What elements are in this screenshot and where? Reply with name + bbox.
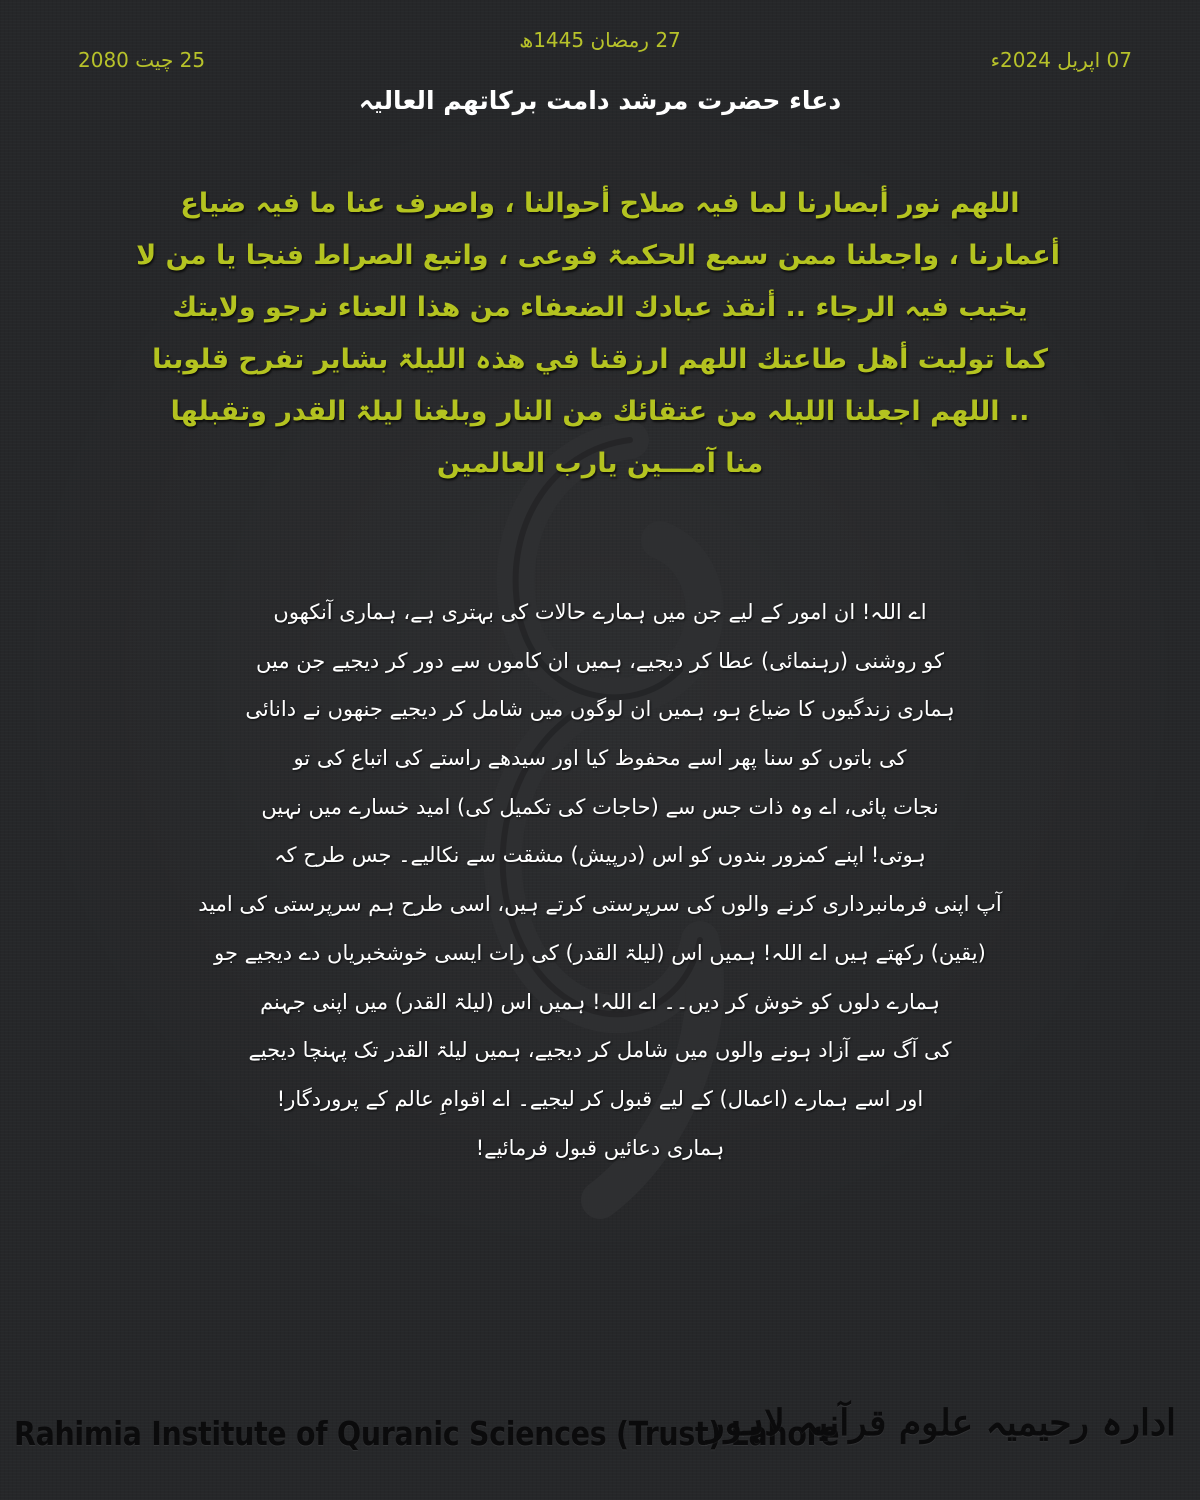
arabic-line: أعمارنا ، واجعلنا ممن سمع الحکمۃ فوعی ، واتبع الصراط فنجا یا من لا bbox=[136, 240, 1060, 271]
urdu-line: آپ اپنی فرمانبرداری کرنے والوں کی سرپرستی کرتے ہیں، اسی طرح ہم سرپرستی کی امید bbox=[198, 892, 1002, 917]
urdu-line: (یقین) رکھتے ہیں اے اللہ! ہمیں اس (لیلۃ القدر) کی رات ایسی خوشخبریاں دے دیجیے جو bbox=[214, 940, 986, 965]
arabic-dua bbox=[136, 178, 1060, 490]
urdu-line: ہوتی! اپنے کمزور بندوں کو اس (درپیش) مشقت سے نکالیے۔ جس طرح کہ bbox=[274, 843, 926, 868]
urdu-line: کو روشنی (رہنمائی) عطا کر دیجیے، ہمیں ان کاموں سے دور کر دیجیے جن میں bbox=[256, 648, 944, 673]
urdu-line: کی باتوں کو سنا پھر اسے محفوظ کیا اور سیدھے راستے کی اتباع کی تو bbox=[293, 746, 907, 771]
arabic-line: .. اللھم اجعلنا اللیلہ من عتقائك من النار وبلغنا لیلۃ القدر وتقبلھا bbox=[170, 396, 1030, 427]
urdu-translation bbox=[170, 588, 1030, 1172]
arabic-line: اللھم نور أبصارنا لما فیہ صلاح أحوالنا ، واصرف عنا ما فیہ ضیاع bbox=[180, 188, 1020, 219]
urdu-line: نجات پائی، اے وہ ذات جس سے (حاجات کی تکمیل کی) امید خسارے میں نہیں bbox=[261, 794, 939, 819]
urdu-line: کی آگ سے آزاد ہونے والوں میں شامل کر دیجیے، ہمیں لیلۃ القدر تک پہنچا دیجیے bbox=[248, 1038, 952, 1063]
urdu-line: اے اللہ! ان امور کے لیے جن میں ہمارے حالات کی بہتری ہے، ہماری آنکھوں bbox=[273, 600, 927, 624]
urdu-line: اور اسے ہمارے (اعمال) کے لیے قبول کر لیجیے۔ اے اقوامِ عالم کے پروردگار! bbox=[276, 1086, 924, 1111]
urdu-line: ہماری زندگیوں کا ضیاع ہو، ہمیں ان لوگوں میں شامل کر دیجیے جنھوں نے دانائی bbox=[245, 697, 955, 722]
urdu-line: ہماری دعائیں قبول فرمائیے! bbox=[475, 1135, 725, 1160]
hijri-date: 27 رمضان 1445ھ bbox=[519, 28, 681, 52]
page-title: دعاء حضرت مرشد دامت برکاتھم العالیہ bbox=[358, 86, 842, 115]
arabic-line: یخیب فیہ الرجاء .. أنقذ عبادك الضعفاء من ھذا العناء نرجو ولایتك bbox=[172, 292, 1028, 323]
bikrami-date: 25 چیت 2080 bbox=[78, 48, 206, 72]
arabic-line: کما تولیت أھل طاعتك اللھم ارزقنا في ھذہ اللیلۃ بشایر تفرح قلوبنا bbox=[152, 344, 1048, 375]
institute-name-english: Rahimia Institute of Quranic Sciences (Trust) Lahore bbox=[14, 1414, 840, 1453]
gregorian-date: 07 اپریل 2024ء bbox=[990, 48, 1132, 72]
institute-logo-urdu: ادارہ رحیمیہ علوم قرآنیہ لاہور bbox=[707, 1402, 1176, 1444]
urdu-line: ہمارے دلوں کو خوش کر دیں۔۔ اے اللہ! ہمیں اس (لیلۃ القدر) میں اپنی جہنم bbox=[260, 989, 940, 1014]
arabic-line: منا آمـــین یارب العالمین bbox=[436, 448, 764, 479]
